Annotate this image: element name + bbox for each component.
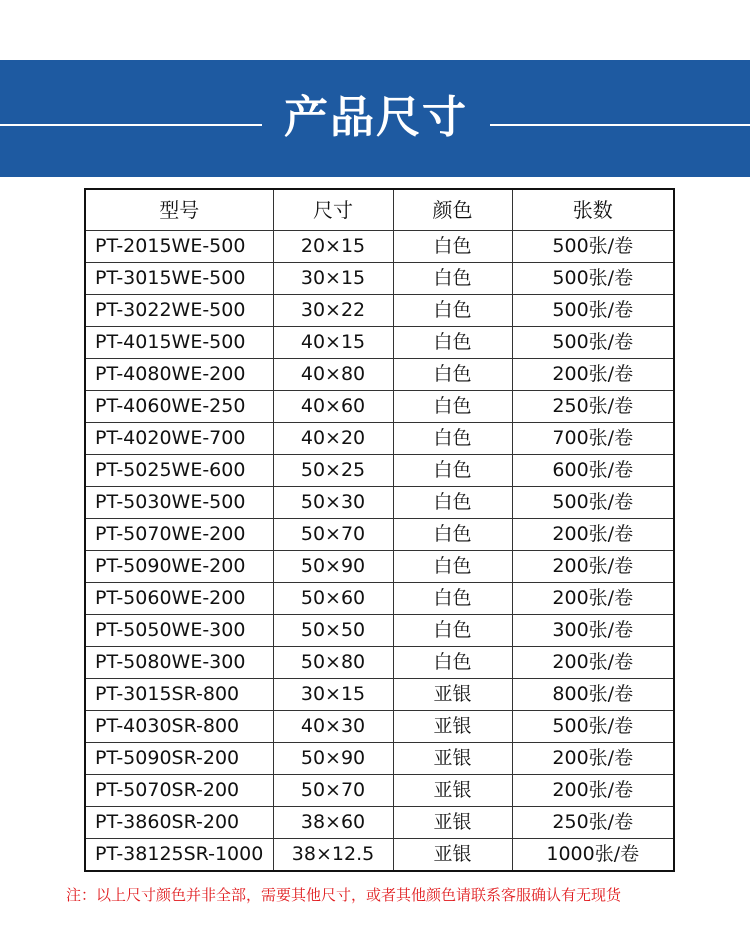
cell-sheets: 200张/卷	[512, 551, 674, 583]
table-row	[85, 263, 674, 295]
cell-model: PT-3022WE-500	[85, 295, 273, 327]
product-size-table	[84, 188, 675, 872]
cell-color: 白色	[393, 263, 512, 295]
banner-line-left	[0, 124, 262, 126]
cell-sheets: 200张/卷	[512, 647, 674, 679]
table-row	[85, 327, 674, 359]
table-row	[85, 423, 674, 455]
cell-size: 38×12.5	[273, 839, 393, 872]
cell-sheets: 800张/卷	[512, 679, 674, 711]
table-row	[85, 615, 674, 647]
cell-color: 白色	[393, 455, 512, 487]
cell-size: 30×22	[273, 295, 393, 327]
cell-model: PT-38125SR-1000	[85, 839, 273, 872]
cell-color: 白色	[393, 295, 512, 327]
cell-model: PT-4015WE-500	[85, 327, 273, 359]
cell-size: 40×20	[273, 423, 393, 455]
cell-model: PT-5090WE-200	[85, 551, 273, 583]
table-row	[85, 551, 674, 583]
cell-model: PT-5060WE-200	[85, 583, 273, 615]
table-row	[85, 455, 674, 487]
cell-model: PT-5090SR-200	[85, 743, 273, 775]
table-row	[85, 679, 674, 711]
cell-model: PT-4060WE-250	[85, 391, 273, 423]
cell-model: PT-4020WE-700	[85, 423, 273, 455]
cell-model: PT-5050WE-300	[85, 615, 273, 647]
cell-color: 白色	[393, 231, 512, 263]
cell-color: 白色	[393, 551, 512, 583]
cell-sheets: 250张/卷	[512, 391, 674, 423]
cell-model: PT-2015WE-500	[85, 231, 273, 263]
cell-color: 白色	[393, 391, 512, 423]
cell-model: PT-3860SR-200	[85, 807, 273, 839]
cell-size: 40×15	[273, 327, 393, 359]
cell-size: 40×60	[273, 391, 393, 423]
cell-model: PT-5070WE-200	[85, 519, 273, 551]
cell-size: 20×15	[273, 231, 393, 263]
table-row	[85, 295, 674, 327]
cell-model: PT-5025WE-600	[85, 455, 273, 487]
cell-sheets: 500张/卷	[512, 263, 674, 295]
cell-size: 50×90	[273, 743, 393, 775]
header-size: 尺寸	[273, 189, 393, 231]
table-body	[85, 231, 674, 872]
table-row	[85, 775, 674, 807]
cell-color: 白色	[393, 359, 512, 391]
cell-sheets: 600张/卷	[512, 455, 674, 487]
table-row	[85, 519, 674, 551]
cell-color: 白色	[393, 487, 512, 519]
cell-size: 38×60	[273, 807, 393, 839]
cell-model: PT-3015WE-500	[85, 263, 273, 295]
table-row	[85, 231, 674, 263]
cell-color: 亚银	[393, 807, 512, 839]
cell-color: 亚银	[393, 775, 512, 807]
table-row	[85, 743, 674, 775]
cell-color: 白色	[393, 615, 512, 647]
cell-color: 白色	[393, 327, 512, 359]
cell-color: 亚银	[393, 711, 512, 743]
table-row	[85, 711, 674, 743]
cell-color: 白色	[393, 647, 512, 679]
cell-sheets: 500张/卷	[512, 487, 674, 519]
header-banner	[0, 60, 750, 177]
cell-model: PT-3015SR-800	[85, 679, 273, 711]
table-header-row	[85, 189, 674, 231]
cell-size: 50×60	[273, 583, 393, 615]
cell-sheets: 200张/卷	[512, 359, 674, 391]
cell-color: 白色	[393, 583, 512, 615]
table-row	[85, 391, 674, 423]
page-title: 产品尺寸	[284, 92, 468, 143]
cell-sheets: 1000张/卷	[512, 839, 674, 872]
table-row	[85, 647, 674, 679]
cell-size: 50×30	[273, 487, 393, 519]
cell-sheets: 500张/卷	[512, 295, 674, 327]
cell-color: 亚银	[393, 679, 512, 711]
cell-color: 白色	[393, 423, 512, 455]
table-row	[85, 839, 674, 872]
cell-sheets: 500张/卷	[512, 327, 674, 359]
cell-sheets: 250张/卷	[512, 807, 674, 839]
cell-color: 亚银	[393, 839, 512, 872]
cell-size: 50×50	[273, 615, 393, 647]
table-row	[85, 359, 674, 391]
cell-model: PT-5080WE-300	[85, 647, 273, 679]
cell-model: PT-4080WE-200	[85, 359, 273, 391]
cell-sheets: 200张/卷	[512, 743, 674, 775]
header-sheets: 张数	[512, 189, 674, 231]
cell-sheets: 200张/卷	[512, 519, 674, 551]
cell-size: 50×70	[273, 775, 393, 807]
header-model: 型号	[85, 189, 273, 231]
cell-size: 50×70	[273, 519, 393, 551]
cell-color: 白色	[393, 519, 512, 551]
banner-line-right	[490, 124, 750, 126]
cell-model: PT-5070SR-200	[85, 775, 273, 807]
cell-sheets: 200张/卷	[512, 583, 674, 615]
cell-size: 30×15	[273, 679, 393, 711]
cell-sheets: 200张/卷	[512, 775, 674, 807]
cell-size: 30×15	[273, 263, 393, 295]
cell-size: 50×25	[273, 455, 393, 487]
footnote: 注：以上尺寸颜色并非全部，需要其他尺寸，或者其他颜色请联系客服确认有无现货	[66, 886, 622, 904]
cell-sheets: 300张/卷	[512, 615, 674, 647]
cell-size: 50×90	[273, 551, 393, 583]
table-row	[85, 583, 674, 615]
cell-sheets: 500张/卷	[512, 711, 674, 743]
cell-model: PT-4030SR-800	[85, 711, 273, 743]
cell-size: 40×30	[273, 711, 393, 743]
cell-sheets: 500张/卷	[512, 231, 674, 263]
cell-color: 亚银	[393, 743, 512, 775]
cell-model: PT-5030WE-500	[85, 487, 273, 519]
cell-size: 40×80	[273, 359, 393, 391]
cell-size: 50×80	[273, 647, 393, 679]
header-color: 颜色	[393, 189, 512, 231]
table-row	[85, 487, 674, 519]
cell-sheets: 700张/卷	[512, 423, 674, 455]
table-row	[85, 807, 674, 839]
